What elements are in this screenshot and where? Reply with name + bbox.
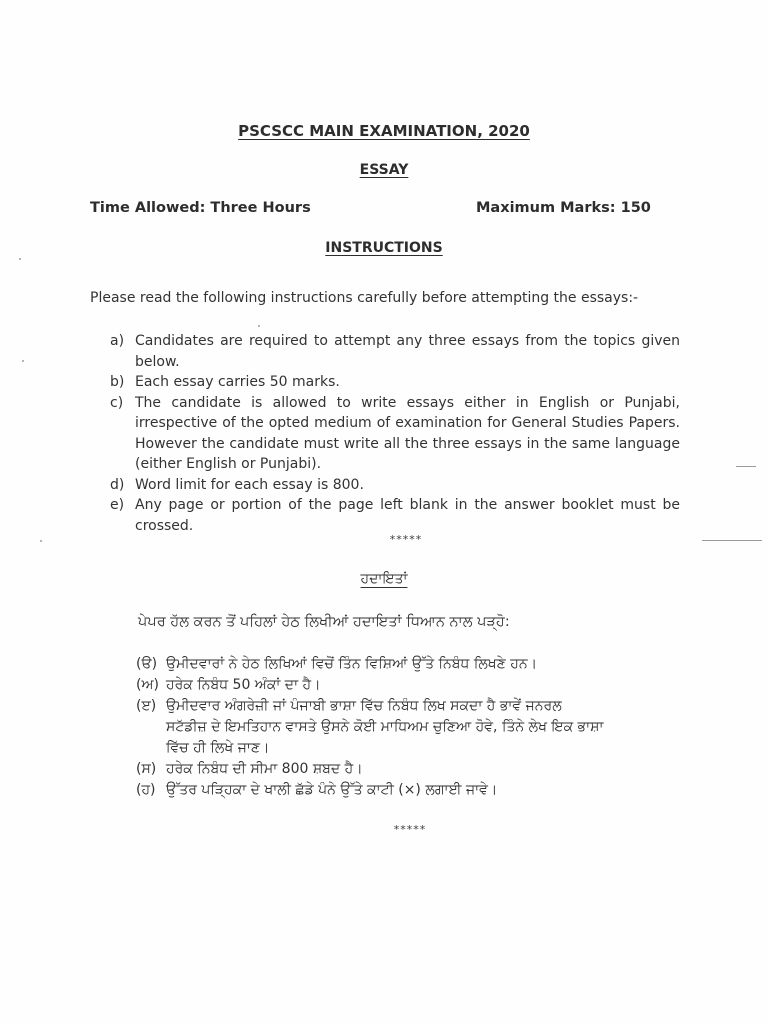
list-item: [110, 331, 680, 372]
english-instructions-list: [110, 331, 680, 536]
punjabi-instructions-intro: ਪੇਪਰ ਹੱਲ ਕਰਨ ਤੋਂ ਪਹਿਲਾਂ ਹੇਠ ਲਿਖੀਆਂ ਹਦਾਇਤਾਂ ਧਿਆਨ ਨਾਲ ਪੜ੍ਹੋ:: [138, 614, 510, 630]
exam-title: PSCSCC MAIN EXAMINATION, 2020: [238, 122, 530, 140]
scan-speck: [22, 360, 24, 362]
punjabi-instructions-list: [136, 654, 606, 801]
scan-mark: [736, 466, 756, 467]
list-item: [136, 759, 606, 780]
maximum-marks: Maximum Marks: 150: [476, 200, 651, 216]
item-marker: (ਅ): [136, 677, 159, 693]
item-marker: (ਹ): [136, 782, 156, 798]
item-text: ਹਰੇਕ ਨਿਬੰਧ 50 ਅੰਕਾਂ ਦਾ ਹੈ।: [166, 677, 321, 693]
item-marker: e): [110, 497, 125, 513]
item-text: Candidates are required to attempt any three essays from the topics given below.: [135, 333, 680, 370]
list-item: [110, 475, 680, 496]
list-item: [136, 696, 606, 759]
instructions-intro: Please read the following instructions carefully before attempting the essays:-: [90, 290, 639, 306]
instructions-heading: INSTRUCTIONS: [325, 240, 443, 256]
item-text: ਹਰੇਕ ਨਿਬੰਧ ਦੀ ਸੀਮਾ 800 ਸ਼ਬਦ ਹੈ।: [166, 761, 363, 777]
item-text: Word limit for each essay is 800.: [135, 476, 364, 493]
scan-speck: [40, 540, 42, 542]
item-text: ਉਮੀਦਵਾਰਾਂ ਨੇ ਹੇਠ ਲਿਖਿਆਂ ਵਿਚੋਂ ਤਿੰਨ ਵਿਸ਼ਿਆਂ ਉੱਤੇ ਨਿਬੰਧ ਲਿਖਣੇ ਹਨ।: [166, 656, 538, 672]
item-marker: b): [110, 374, 125, 390]
item-marker: a): [110, 333, 125, 349]
item-marker: (ਸ): [136, 761, 157, 777]
scan-mark: [702, 540, 762, 541]
list-item: [136, 654, 606, 675]
item-marker: (ੳ): [136, 656, 158, 672]
item-marker: c): [110, 394, 124, 411]
paper-subject: ESSAY: [359, 162, 409, 178]
list-item: [110, 372, 680, 393]
list-item: [110, 393, 680, 475]
scan-speck: [19, 258, 21, 260]
list-item: [110, 495, 680, 536]
section-separator: *****: [389, 533, 423, 546]
item-text: The candidate is allowed to write essays either in English or Punjabi, irrespective of the opted medium of examination for General Studies Papers. However the candidate must write all the three essays in the same language (either English or Punjabi).: [135, 394, 680, 472]
punjabi-instructions-heading: ਹਦਾਇਤਾਂ: [360, 571, 408, 587]
item-marker: (ੲ): [136, 698, 157, 714]
item-text: ਉਮੀਦਵਾਰ ਅੰਗਰੇਜ਼ੀ ਜਾਂ ਪੰਜਾਬੀ ਭਾਸ਼ਾ ਵਿੱਚ ਨਿਬੰਧ ਲਿਖ ਸਕਦਾ ਹੈ ਭਾਵੇਂ ਜਨਰਲ ਸਟੱਡੀਜ਼ ਦੇ ਇਮਤਿਹਾਨ ਵਾਸਤੇ ਉਸਨੇ ਕੋਈ ਮਾਧਿਅਮ ਚੁਣਿਆ ਹੋਵੇ, ਤਿੰਨੇ ਲੇਖ ਇਕ ਭਾਸ਼ਾ ਵਿੱਚ ਹੀ ਲਿਖੇ ਜਾਣ।: [166, 698, 604, 756]
list-item: [136, 780, 606, 801]
item-text: Any page or portion of the page left blank in the answer booklet must be crossed.: [135, 497, 680, 534]
list-item: [136, 675, 606, 696]
scan-speck: [258, 325, 260, 327]
item-text: Each essay carries 50 marks.: [135, 374, 340, 390]
section-separator: *****: [393, 823, 427, 836]
item-marker: d): [110, 476, 125, 493]
item-text: ਉੱਤਰ ਪੜ੍ਹਿਕਾ ਦੇ ਖਾਲੀ ਛੱਡੇ ਪੰਨੇ ਉੱਤੇ ਕਾਟੀ (×) ਲਗਾਈ ਜਾਵੇ।: [166, 782, 498, 798]
time-allowed: Time Allowed: Three Hours: [90, 200, 311, 216]
